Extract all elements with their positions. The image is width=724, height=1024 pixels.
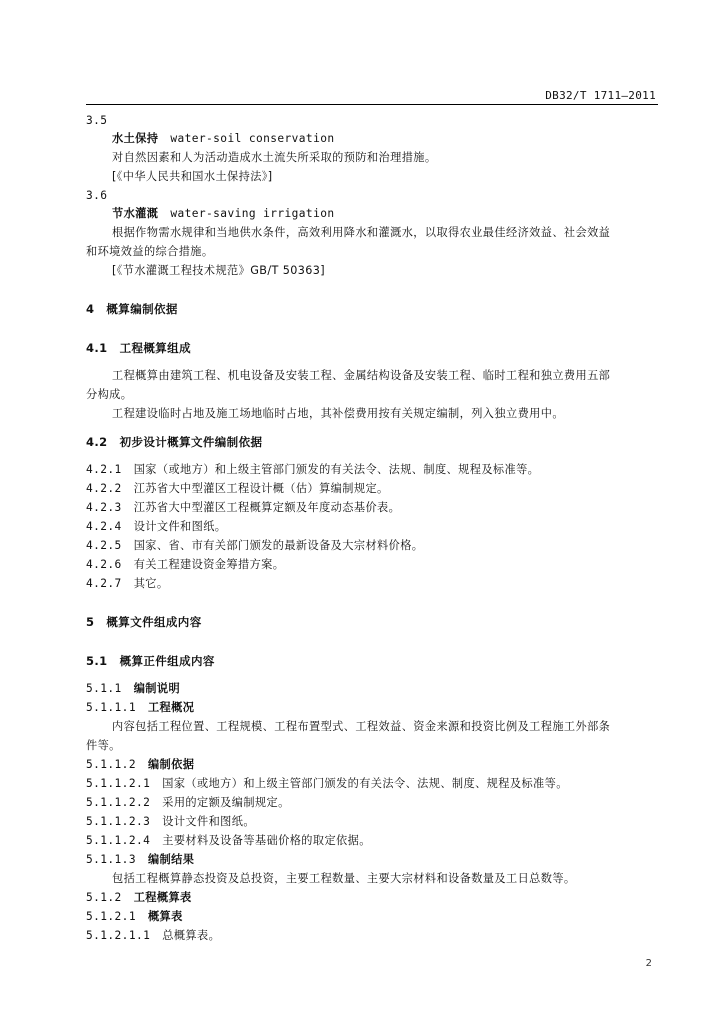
chapter-number: 4 [86, 302, 95, 316]
subsection-heading: 5.1.2 工程概算表 [86, 891, 192, 904]
list-item: 5.1.1.2.1 国家（或地方）和上级主管部门颁发的有关法令、法规、制度、规程及标准等。 [86, 777, 568, 790]
section-number: 4.1 [86, 341, 108, 355]
list-item: 4.2.1 国家（或地方）和上级主管部门颁发的有关法令、法规、制度、规程及标准等。 [86, 463, 540, 476]
term-source: [《节水灌溉工程技术规范》GB/T 50363] [112, 264, 326, 277]
chapter-number: 5 [86, 615, 95, 629]
section-title: 初步设计概算文件编制依据 [119, 435, 263, 449]
paragraph-cont: 件等。 [86, 739, 121, 752]
subsection-heading: 5.1.1 编制说明 [86, 682, 181, 695]
list-item: 4.2.4 设计文件和图纸。 [86, 520, 227, 533]
list-item: 4.2.6 有关工程建设资金筹措方案。 [86, 558, 285, 571]
list-item: 4.2.7 其它。 [86, 577, 169, 590]
chapter-heading [86, 614, 202, 630]
list-item: 5.1.1.2.4 主要材料及设备等基础价格的取定依据。 [86, 834, 371, 847]
paragraph: 工程概算由建筑工程、机电设备及安装工程、金属结构设备及安装工程、临时工程和独立费用五部 [112, 369, 611, 382]
paragraph-cont: 分构成。 [86, 388, 133, 401]
list-item: 5.1.1.2.2 采用的定额及编制规定。 [86, 796, 290, 809]
chapter-heading [86, 301, 178, 317]
term-zh: 节水灌溉 [112, 207, 159, 220]
term-en: water-soil conservation [170, 132, 335, 145]
section-number: 4.2 [86, 435, 108, 449]
term-zh: 水土保持 [112, 132, 159, 145]
section-heading [86, 340, 191, 356]
section-title: 工程概算组成 [119, 341, 191, 355]
header-rule [86, 104, 658, 105]
term-en: water-saving irrigation [170, 207, 335, 220]
paragraph: 工程建设临时占地及施工场地临时占地，其补偿费用按有关规定编制，列入独立费用中。 [112, 407, 564, 420]
standard-code: DB32/T 1711—2011 [545, 89, 656, 102]
list-item: 4.2.3 江苏省大中型灌区工程概算定额及年度动态基价表。 [86, 501, 401, 514]
subsection-heading: 5.1.2.1 概算表 [86, 910, 183, 923]
term-source: [《中华人民共和国水土保持法》] [112, 170, 273, 183]
term-definition: 根据作物需水规律和当地供水条件，高效利用降水和灌溉水，以取得农业最佳经济效益、社会效益 [112, 226, 611, 239]
paragraph: 包括工程概算静态投资及总投资，主要工程数量、主要大宗材料和设备数量及工日总数等。 [112, 872, 576, 885]
subsection-heading: 5.1.1.3 编制结果 [86, 853, 195, 866]
subsection-heading: 5.1.1.2 编制依据 [86, 758, 195, 771]
page-number: 2 [645, 958, 652, 969]
section-heading: 5.1 概算正件组成内容 [86, 654, 215, 668]
list-item: 4.2.2 江苏省大中型灌区工程设计概（估）算编制规定。 [86, 482, 389, 495]
term-heading [112, 206, 334, 222]
list-item: 5.1.1.2.3 设计文件和图纸。 [86, 815, 255, 828]
list-item: 5.1.2.1.1 总概算表。 [86, 929, 221, 942]
term-definition-cont: 和环境效益的综合措施。 [86, 245, 214, 258]
paragraph: 内容包括工程位置、工程规模、工程布置型式、工程效益、资金来源和投资比例及工程施工外部条 [112, 720, 611, 733]
subsection-heading: 5.1.1.1 工程概况 [86, 701, 195, 714]
term-heading [112, 131, 334, 147]
chapter-title: 概算文件组成内容 [106, 615, 202, 629]
section-heading [86, 434, 262, 450]
clause-number: 3.6 [86, 189, 108, 202]
term-definition: 对自然因素和人为活动造成水土流失所采取的预防和治理措施。 [112, 151, 437, 164]
clause-number: 3.5 [86, 114, 108, 127]
list-item: 4.2.5 国家、省、市有关部门颁发的最新设备及大宗材料价格。 [86, 539, 424, 552]
chapter-title: 概算编制依据 [106, 302, 178, 316]
